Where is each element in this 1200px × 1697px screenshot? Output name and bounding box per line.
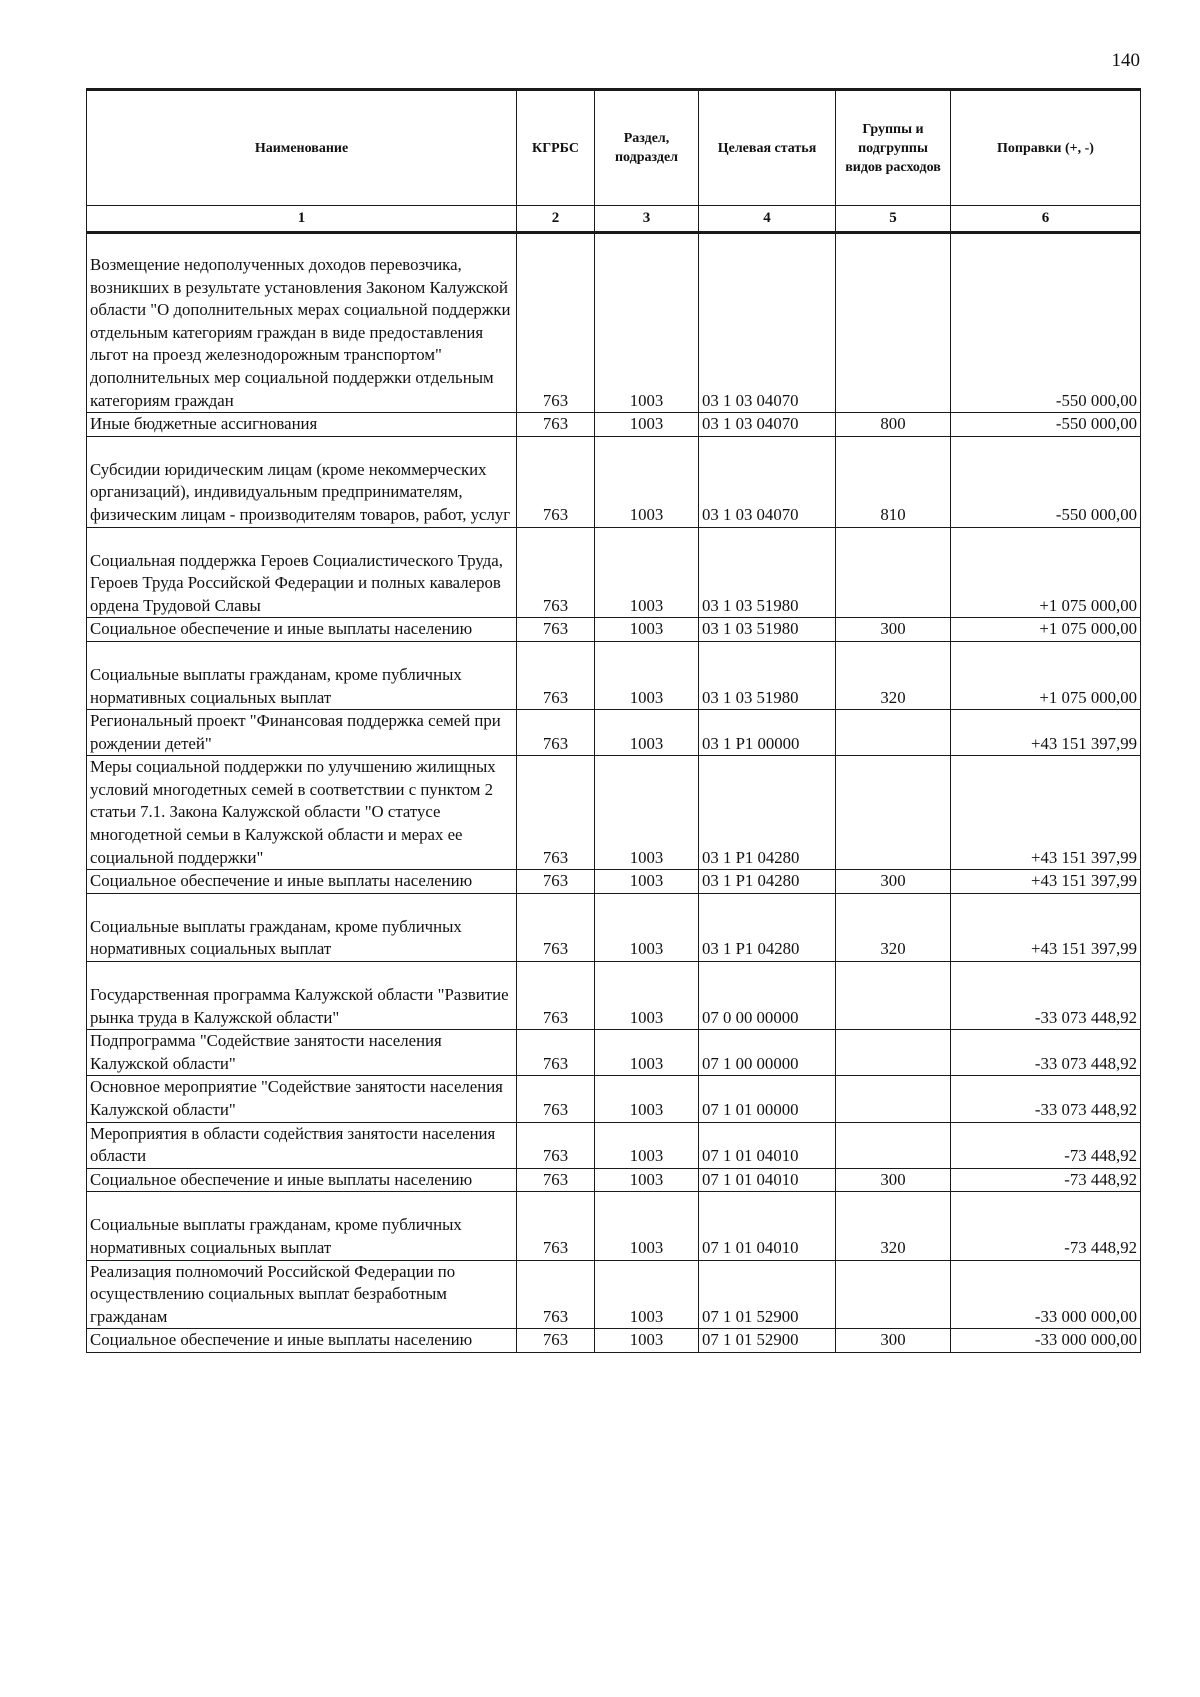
row-vid: 300: [836, 1168, 951, 1192]
row-csr: 07 1 01 52900: [699, 1260, 836, 1329]
column-number: 6: [951, 206, 1141, 233]
row-csr: 03 1 Р1 00000: [699, 710, 836, 756]
row-amount: -550 000,00: [951, 233, 1141, 413]
row-vid: 800: [836, 413, 951, 437]
row-vid: [836, 710, 951, 756]
row-name: Государственная программа Калужской области "Развитие рынка труда в Калужской области": [87, 962, 517, 1030]
row-amount: -73 448,92: [951, 1122, 1141, 1168]
row-name: Социальное обеспечение и иные выплаты населению: [87, 870, 517, 894]
column-number: 3: [595, 206, 699, 233]
table-row: [87, 1030, 1141, 1076]
row-csr: 03 1 Р1 04280: [699, 756, 836, 870]
row-vid: 300: [836, 1329, 951, 1353]
row-amount: +1 075 000,00: [951, 527, 1141, 618]
row-kgrbs: 763: [517, 1122, 595, 1168]
row-csr: 07 0 00 00000: [699, 962, 836, 1030]
row-name: Мероприятия в области содействия занятости населения области: [87, 1122, 517, 1168]
row-kgrbs: 763: [517, 1329, 595, 1353]
table-row: [87, 413, 1141, 437]
column-number: 2: [517, 206, 595, 233]
row-kgrbs: 763: [517, 1168, 595, 1192]
row-kgrbs: 763: [517, 1030, 595, 1076]
header-csr: Целевая статья: [699, 90, 836, 206]
row-csr: 03 1 03 51980: [699, 641, 836, 709]
row-kgrbs: 763: [517, 618, 595, 642]
row-razdel: 1003: [595, 413, 699, 437]
row-csr: 07 1 01 04010: [699, 1122, 836, 1168]
row-name: Субсидии юридическим лицам (кроме некоммерческих организаций), индивидуальным предпринимателям, физическим лицам - производителям товаров, работ, услуг: [87, 436, 517, 527]
column-number-row: [87, 206, 1141, 233]
row-vid: 300: [836, 870, 951, 894]
row-razdel: 1003: [595, 618, 699, 642]
row-razdel: 1003: [595, 1260, 699, 1329]
table-row: [87, 1076, 1141, 1122]
row-csr: 03 1 03 51980: [699, 527, 836, 618]
row-csr: 07 1 01 04010: [699, 1168, 836, 1192]
row-razdel: 1003: [595, 1030, 699, 1076]
row-razdel: 1003: [595, 756, 699, 870]
row-razdel: 1003: [595, 1122, 699, 1168]
row-amount: +43 151 397,99: [951, 710, 1141, 756]
table-row: [87, 962, 1141, 1030]
row-kgrbs: 763: [517, 1192, 595, 1260]
header-kgrbs: КГРБС: [517, 90, 595, 206]
row-amount: -33 000 000,00: [951, 1329, 1141, 1353]
row-razdel: 1003: [595, 962, 699, 1030]
row-amount: -33 073 448,92: [951, 962, 1141, 1030]
row-vid: [836, 233, 951, 413]
header-amount: Поправки (+, -): [951, 90, 1141, 206]
row-name: Социальное обеспечение и иные выплаты населению: [87, 618, 517, 642]
table-row: [87, 1192, 1141, 1260]
row-name: Меры социальной поддержки по улучшению жилищных условий многодетных семей в соответствии с пунктом 2 статьи 7.1. Закона Калужской области "О статусе многодетной семьи в Калужской области и мерах ее социальной поддержки": [87, 756, 517, 870]
row-name: Социальное обеспечение и иные выплаты населению: [87, 1329, 517, 1353]
row-vid: 810: [836, 436, 951, 527]
table-row: [87, 436, 1141, 527]
row-csr: 07 1 01 04010: [699, 1192, 836, 1260]
row-razdel: 1003: [595, 233, 699, 413]
row-amount: +1 075 000,00: [951, 618, 1141, 642]
row-name: Подпрограмма "Содействие занятости населения Калужской области": [87, 1030, 517, 1076]
row-kgrbs: 763: [517, 413, 595, 437]
row-vid: 320: [836, 1192, 951, 1260]
row-csr: 03 1 03 04070: [699, 413, 836, 437]
row-name: Социальная поддержка Героев Социалистического Труда, Героев Труда Российской Федерации и полных кавалеров ордена Трудовой Славы: [87, 527, 517, 618]
page-number: 140: [1111, 50, 1140, 71]
row-name: Социальные выплаты гражданам, кроме публичных нормативных социальных выплат: [87, 1192, 517, 1260]
row-vid: [836, 756, 951, 870]
row-csr: 03 1 03 04070: [699, 233, 836, 413]
row-csr: 07 1 01 00000: [699, 1076, 836, 1122]
row-csr: 07 1 00 00000: [699, 1030, 836, 1076]
table-row: [87, 233, 1141, 413]
row-kgrbs: 763: [517, 756, 595, 870]
row-kgrbs: 763: [517, 1260, 595, 1329]
header-vid: Группы и подгруппы видов расходов: [836, 90, 951, 206]
row-amount: +43 151 397,99: [951, 893, 1141, 961]
budget-amendments-table: [86, 88, 1141, 1353]
column-number: 5: [836, 206, 951, 233]
row-kgrbs: 763: [517, 893, 595, 961]
row-vid: [836, 1030, 951, 1076]
row-kgrbs: 763: [517, 962, 595, 1030]
row-amount: -73 448,92: [951, 1168, 1141, 1192]
row-name: Социальные выплаты гражданам, кроме публичных нормативных социальных выплат: [87, 641, 517, 709]
table-row: [87, 893, 1141, 961]
row-razdel: 1003: [595, 1168, 699, 1192]
table-row: [87, 527, 1141, 618]
row-razdel: 1003: [595, 641, 699, 709]
row-amount: -33 073 448,92: [951, 1076, 1141, 1122]
row-razdel: 1003: [595, 1329, 699, 1353]
row-name: Иные бюджетные ассигнования: [87, 413, 517, 437]
row-razdel: 1003: [595, 1076, 699, 1122]
row-kgrbs: 763: [517, 1076, 595, 1122]
row-kgrbs: 763: [517, 436, 595, 527]
row-amount: -33 000 000,00: [951, 1260, 1141, 1329]
row-amount: +43 151 397,99: [951, 870, 1141, 894]
row-name: Социальные выплаты гражданам, кроме публичных нормативных социальных выплат: [87, 893, 517, 961]
row-amount: +43 151 397,99: [951, 756, 1141, 870]
row-csr: 03 1 Р1 04280: [699, 870, 836, 894]
row-vid: [836, 1122, 951, 1168]
row-kgrbs: 763: [517, 527, 595, 618]
table-row: [87, 870, 1141, 894]
row-kgrbs: 763: [517, 710, 595, 756]
row-vid: [836, 962, 951, 1030]
row-vid: 320: [836, 641, 951, 709]
row-razdel: 1003: [595, 710, 699, 756]
row-amount: -550 000,00: [951, 436, 1141, 527]
row-vid: 300: [836, 618, 951, 642]
row-name: Основное мероприятие "Содействие занятости населения Калужской области": [87, 1076, 517, 1122]
row-razdel: 1003: [595, 436, 699, 527]
table-row: [87, 1168, 1141, 1192]
table-row: [87, 1260, 1141, 1329]
row-vid: 320: [836, 893, 951, 961]
table-row: [87, 710, 1141, 756]
row-razdel: 1003: [595, 1192, 699, 1260]
row-razdel: 1003: [595, 870, 699, 894]
row-csr: 03 1 Р1 04280: [699, 893, 836, 961]
row-name: Возмещение недополученных доходов перевозчика, возникших в результате установления Законом Калужской области "О дополнительных мерах социальной поддержки отдельным категориям граждан в виде предоставления льгот на проезд железнодорожным транспортом" дополнительных мер социальной поддержки отдельным категориям граждан: [87, 233, 517, 413]
row-kgrbs: 763: [517, 870, 595, 894]
table-row: [87, 1122, 1141, 1168]
column-number: 4: [699, 206, 836, 233]
row-amount: -73 448,92: [951, 1192, 1141, 1260]
table-row: [87, 1329, 1141, 1353]
row-amount: -33 073 448,92: [951, 1030, 1141, 1076]
header-row: [87, 90, 1141, 206]
row-amount: +1 075 000,00: [951, 641, 1141, 709]
row-kgrbs: 763: [517, 233, 595, 413]
row-csr: 03 1 03 04070: [699, 436, 836, 527]
row-csr: 03 1 03 51980: [699, 618, 836, 642]
table-row: [87, 618, 1141, 642]
row-razdel: 1003: [595, 527, 699, 618]
header-razdel: Раздел, подраздел: [595, 90, 699, 206]
column-number: 1: [87, 206, 517, 233]
table-row: [87, 756, 1141, 870]
row-amount: -550 000,00: [951, 413, 1141, 437]
row-vid: [836, 527, 951, 618]
row-name: Региональный проект "Финансовая поддержка семей при рождении детей": [87, 710, 517, 756]
row-csr: 07 1 01 52900: [699, 1329, 836, 1353]
row-name: Социальное обеспечение и иные выплаты населению: [87, 1168, 517, 1192]
row-kgrbs: 763: [517, 641, 595, 709]
row-name: Реализация полномочий Российской Федерации по осуществлению социальных выплат безработным гражданам: [87, 1260, 517, 1329]
header-name: Наименование: [87, 90, 517, 206]
row-razdel: 1003: [595, 893, 699, 961]
table-row: [87, 641, 1141, 709]
row-vid: [836, 1260, 951, 1329]
row-vid: [836, 1076, 951, 1122]
